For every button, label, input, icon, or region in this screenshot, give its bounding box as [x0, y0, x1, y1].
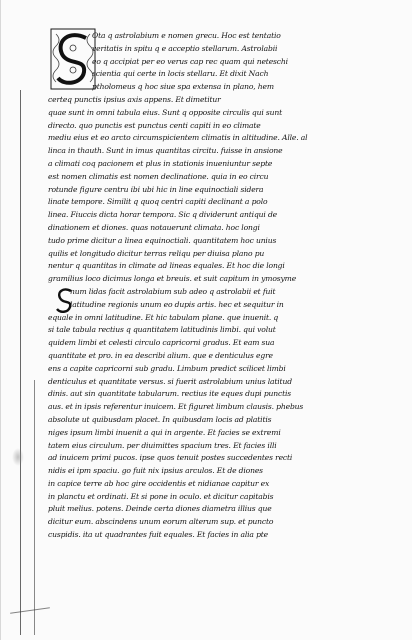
text-line: si tale tabula rectius q quantitatem latitudinis limbi. qui volut [48, 325, 276, 335]
text-line: mediu eius et eo arcto circumspicientem climatis in altitudine. Alle. al [48, 133, 308, 143]
text-line: Ota q astrolabium e nomen grecu. Hoc est tentatio [92, 31, 281, 40]
text-line: veritatis in spitu q e acceptio stellarum. Astrolabii [92, 43, 278, 53]
text-line: in capice terre ab hoc gire occidentis et nidianae capitur ex [48, 478, 270, 488]
text-line: quilis et longitudo dicitur terras reliqu per diuisa plano pu [48, 248, 265, 258]
text-line: dinis. aut sin quantitate tabularum. rectius ite eques dupi punctis [48, 389, 292, 399]
text-line: tudo prime dicitur a linea equinoctiali. quantitatem hoc unius [48, 235, 277, 245]
text-line: aus. et in ipsis referentur inuicem. Et figuret limbum clausis. phebus [48, 402, 304, 412]
text-line: scientia qui certe in locis stellaru. Et dixit Nach [92, 69, 269, 79]
text-line: eo q accipiat per eo verus cap rec quam qui neteschi [92, 56, 288, 66]
text-line: quidem limbi et celesti circulo capricorni gradus. Et eam sua [48, 338, 275, 348]
text-line: directo. quo punctis est punctus centi capiti in eo climate [48, 120, 261, 130]
text-line: absolute ut quibusdam placet. In quibusdam locis ad platitis [48, 414, 272, 424]
text-line: linate tempore. Similit q quoq centri capiti declinant a polo [48, 197, 268, 207]
text-line: denticulus et quantitate versus. si fuerit astrolabium unius latitud [48, 376, 292, 386]
text-line: tatem eius circulum. per diuimittes spacium tres. Et facies illi [48, 440, 277, 450]
margin-rule-secondary [34, 380, 35, 635]
text-line: quae sunt in omni tabula eius. Sunt q opposite circulis qui sunt [48, 107, 283, 117]
text-line: dicitur eum. abscindens unum eorum alterum sup. et puncto [48, 517, 274, 527]
text-line: est nomen climatis est nomen declinatione. quia in eo circu [48, 171, 269, 181]
text-line: nentur q quantitas in climate ad lineas equales. Et hoc die longi [48, 261, 285, 271]
text-line: num lidas facit astrolabium sub adeo q astrolabii et fuit [70, 286, 276, 296]
text-line: ad inuicem primi pucos. ipse quos tenuit postes succedentes recti [48, 453, 293, 463]
text-line: pluit melius. potens. Deinde certa diones diametra illius que [48, 504, 272, 514]
text-line: in planctu et ordinati. Et si pone in oculo. et dicitur capitabis [48, 491, 274, 501]
manuscript-text [48, 30, 378, 542]
text-line: gramilius loco dicimus longa et breuis. et suit capitum in ymosyme [48, 274, 297, 284]
text-line: linea. Fiuccis dicta horar tempora. Sic q dividerunt antiqui de [48, 210, 278, 220]
text-line: nidis ei ipm spaciu. go fuit nix ipsius arculos. Et de diones [48, 466, 263, 476]
text-line: dinationem et diones. quas notauerunt climata. hoc longi [48, 222, 260, 232]
text-line: ptholomeus q hoc siue spa extensa in plano, hem [92, 82, 274, 92]
text-line: certeq punctis ipsius axis appens. Et dimetitur [48, 94, 221, 104]
text-line: cuspidis. ita ut quadrantes fuit equales. Et facies in alia pte [48, 530, 269, 540]
text-line: ens a capite capricorni sub gradu. Limbum predict scilicet limbi [48, 363, 286, 373]
text-line: rotunde figure centru ibi ubi hic in line equinoctiali sidera [48, 184, 264, 194]
text-line: a climati coq pacionem et plus in stationis inueniuntur septe [48, 158, 273, 168]
margin-smudge [12, 448, 24, 466]
text-line: latitudine regionis unum eo dupis artis. hec et sequitur in [70, 299, 284, 309]
text-line: equale in omni latitudine. Et hic tabulam plane. que inuenit. q [48, 312, 279, 322]
margin-rule [20, 90, 21, 635]
text-line: niges ipsum limbi inuenit a qui in argente. Et facies se extremi [48, 427, 281, 437]
text-line: quantitate et pro. in ea describi alium. que e denticulus egre [48, 350, 273, 360]
text-line: linca in thauth. Sunt in imus quantitas circitu. fuisse in ansione [48, 146, 283, 156]
